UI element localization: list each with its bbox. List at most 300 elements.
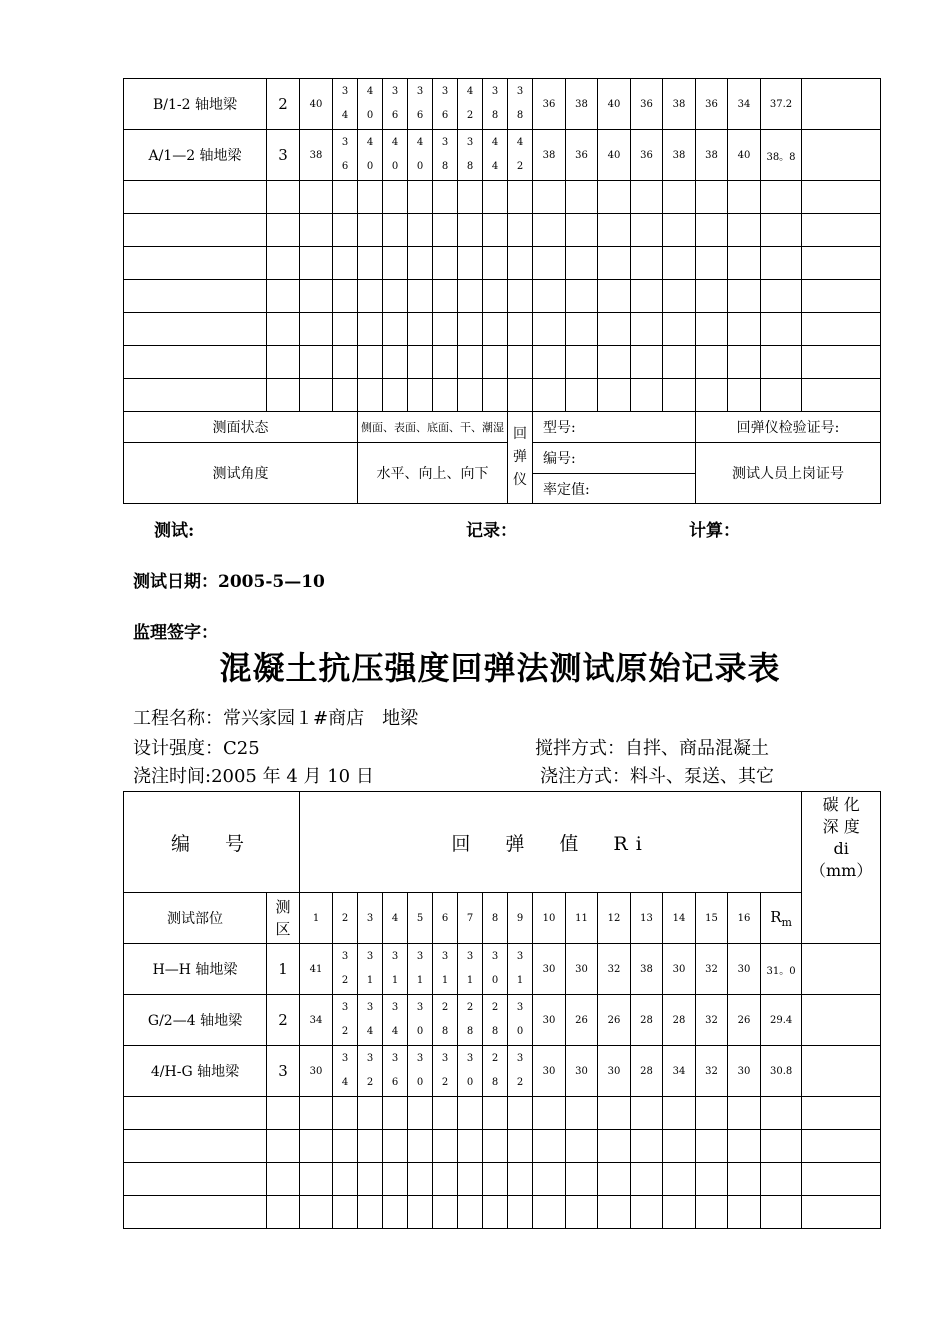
- serial-label: 编号:: [533, 443, 696, 474]
- column-header-6: 6: [433, 893, 458, 944]
- empty-cell: [696, 379, 728, 412]
- reading-10: 30: [533, 1046, 566, 1097]
- empty-cell: [408, 379, 433, 412]
- table-row-empty: [124, 379, 881, 412]
- column-header-14: 14: [663, 893, 696, 944]
- empty-cell: [663, 214, 696, 247]
- reading-14: 38: [663, 79, 696, 130]
- empty-cell: [728, 214, 761, 247]
- calibration-value-label: 率定值:: [533, 474, 696, 504]
- test-date: 测试日期：2005-5—10: [133, 572, 325, 592]
- reading-12: 40: [598, 79, 631, 130]
- reading-8: [483, 944, 508, 995]
- reading-digit-2: 6: [391, 1077, 399, 1088]
- empty-cell: [663, 1163, 696, 1196]
- empty-cell: [508, 247, 533, 280]
- reading-digit-1: 3: [516, 1053, 524, 1064]
- reading-9: [508, 1046, 533, 1097]
- empty-cell: [483, 1196, 508, 1229]
- empty-cell: [598, 247, 631, 280]
- reading-digit-2: 8: [491, 1077, 499, 1088]
- empty-cell: [458, 1097, 483, 1130]
- empty-cell: [124, 181, 267, 214]
- empty-cell: [508, 181, 533, 214]
- empty-cell: [408, 280, 433, 313]
- empty-cell: [631, 181, 663, 214]
- rebound-mean-subscript: m: [781, 915, 792, 929]
- reading-2: [333, 995, 358, 1046]
- empty-cell: [631, 1130, 663, 1163]
- reading-digit-2: 4: [391, 1026, 399, 1037]
- reading-digit-2: 8: [466, 161, 474, 172]
- empty-cell: [300, 379, 333, 412]
- empty-cell: [433, 1097, 458, 1130]
- empty-cell: [566, 313, 598, 346]
- empty-cell: [300, 280, 333, 313]
- reading-digit-2: 8: [466, 1026, 474, 1037]
- empty-cell: [383, 379, 408, 412]
- reading-4: [383, 1046, 408, 1097]
- empty-cell: [433, 1163, 458, 1196]
- test-location: B/1-2 轴地梁: [124, 79, 267, 130]
- empty-cell: [566, 247, 598, 280]
- rebound-mean-symbol: R: [770, 907, 782, 926]
- empty-cell: [508, 1097, 533, 1130]
- empty-cell: [508, 280, 533, 313]
- empty-cell: [802, 313, 881, 346]
- table-row-empty: [124, 346, 881, 379]
- empty-cell: [124, 1163, 267, 1196]
- empty-cell: [333, 346, 358, 379]
- reading-digit-2: 6: [416, 110, 424, 121]
- reading-14: 30: [663, 944, 696, 995]
- empty-cell: [802, 181, 881, 214]
- empty-cell: [358, 1196, 383, 1229]
- empty-cell: [566, 280, 598, 313]
- reading-digit-1: 3: [341, 137, 349, 148]
- reading-10: 38: [533, 130, 566, 181]
- empty-cell: [696, 1097, 728, 1130]
- reading-digit-2: 1: [416, 975, 424, 986]
- rebound-mean: 31。0: [761, 944, 802, 995]
- reading-digit-2: 6: [441, 110, 449, 121]
- reading-digit-1: 3: [466, 1053, 474, 1064]
- pour-time: 浇注时间:2005 年 4 月 10 日: [133, 766, 374, 787]
- empty-cell: [598, 313, 631, 346]
- empty-cell: [124, 247, 267, 280]
- empty-cell: [333, 280, 358, 313]
- model-label: 型号:: [533, 412, 696, 443]
- empty-cell: [124, 280, 267, 313]
- reading-digit-2: 2: [466, 110, 474, 121]
- empty-cell: [761, 1097, 802, 1130]
- empty-cell: [300, 313, 333, 346]
- record-table-continued: [123, 78, 881, 504]
- empty-cell: [408, 313, 433, 346]
- empty-cell: [300, 181, 333, 214]
- reading-1: 38: [300, 130, 333, 181]
- reading-digit-2: 8: [491, 1026, 499, 1037]
- empty-cell: [761, 379, 802, 412]
- empty-cell: [508, 313, 533, 346]
- reading-15: 36: [696, 79, 728, 130]
- column-header-10: 10: [533, 893, 566, 944]
- reading-digit-2: 4: [341, 1077, 349, 1088]
- carbonation-depth-value: [802, 130, 881, 181]
- reading-7: [458, 1046, 483, 1097]
- empty-cell: [433, 181, 458, 214]
- empty-cell: [300, 247, 333, 280]
- empty-cell: [433, 247, 458, 280]
- reading-digit-1: 3: [516, 951, 524, 962]
- surface-state-label: 测面状态: [124, 412, 358, 443]
- empty-cell: [631, 1097, 663, 1130]
- empty-cell: [300, 1196, 333, 1229]
- empty-cell: [458, 1196, 483, 1229]
- empty-cell: [802, 346, 881, 379]
- empty-cell: [383, 280, 408, 313]
- reading-7: [458, 130, 483, 181]
- reading-digit-1: 3: [341, 951, 349, 962]
- reading-12: 26: [598, 995, 631, 1046]
- reading-10: 30: [533, 944, 566, 995]
- empty-cell: [728, 1130, 761, 1163]
- empty-cell: [267, 1097, 300, 1130]
- reading-digit-1: 2: [441, 1002, 449, 1013]
- column-header-7: 7: [458, 893, 483, 944]
- reading-3: [358, 995, 383, 1046]
- empty-cell: [533, 1097, 566, 1130]
- empty-cell: [631, 346, 663, 379]
- empty-cell: [358, 1097, 383, 1130]
- empty-cell: [696, 1163, 728, 1196]
- empty-cell: [598, 1130, 631, 1163]
- empty-cell: [663, 247, 696, 280]
- reading-digit-2: 0: [391, 161, 399, 172]
- empty-cell: [124, 379, 267, 412]
- reading-digit-1: 3: [441, 137, 449, 148]
- empty-cell: [358, 379, 383, 412]
- reading-9: [508, 130, 533, 181]
- reading-14: 28: [663, 995, 696, 1046]
- empty-cell: [433, 379, 458, 412]
- table-row-empty: [124, 1097, 881, 1130]
- empty-cell: [802, 1196, 881, 1229]
- reading-digit-1: 3: [366, 951, 374, 962]
- reading-2: [333, 944, 358, 995]
- test-angle-label: 测试角度: [124, 443, 358, 504]
- reading-digit-2: 2: [516, 1077, 524, 1088]
- carbonation-depth-value: [802, 79, 881, 130]
- empty-cell: [761, 247, 802, 280]
- reading-digit-2: 8: [491, 110, 499, 121]
- empty-cell: [458, 181, 483, 214]
- empty-cell: [358, 181, 383, 214]
- empty-cell: [761, 1130, 802, 1163]
- reading-digit-1: 3: [341, 1053, 349, 1064]
- table-row-empty: [124, 1196, 881, 1229]
- reading-11: 30: [566, 1046, 598, 1097]
- test-zone: 2: [267, 79, 300, 130]
- empty-cell: [408, 1130, 433, 1163]
- reading-11: 30: [566, 944, 598, 995]
- empty-cell: [267, 379, 300, 412]
- reading-11: 26: [566, 995, 598, 1046]
- empty-cell: [333, 1130, 358, 1163]
- empty-cell: [728, 280, 761, 313]
- reading-13: 36: [631, 79, 663, 130]
- table-row-empty: [124, 313, 881, 346]
- empty-cell: [383, 346, 408, 379]
- column-header-9: 9: [508, 893, 533, 944]
- carbonation-depth-value: [802, 1046, 881, 1097]
- empty-cell: [663, 346, 696, 379]
- reading-digit-1: 3: [466, 951, 474, 962]
- empty-cell: [696, 280, 728, 313]
- empty-cell: [300, 1163, 333, 1196]
- column-header-4: 4: [383, 893, 408, 944]
- empty-cell: [663, 280, 696, 313]
- empty-cell: [383, 1130, 408, 1163]
- reading-16: 30: [728, 944, 761, 995]
- empty-cell: [408, 346, 433, 379]
- empty-cell: [631, 247, 663, 280]
- reading-digit-2: 0: [416, 1026, 424, 1037]
- empty-cell: [383, 1097, 408, 1130]
- empty-cell: [508, 379, 533, 412]
- column-header-2: 2: [333, 893, 358, 944]
- empty-cell: [483, 280, 508, 313]
- reading-digit-1: 3: [441, 951, 449, 962]
- empty-cell: [508, 1130, 533, 1163]
- column-header-15: 15: [696, 893, 728, 944]
- empty-cell: [483, 1097, 508, 1130]
- reading-digit-2: 8: [441, 161, 449, 172]
- reading-digit-2: 1: [366, 975, 374, 986]
- reading-12: 40: [598, 130, 631, 181]
- reading-digit-2: 6: [341, 161, 349, 172]
- project-name: 工程名称：常兴家园１#商店 地梁: [133, 708, 419, 729]
- mixing-method: 搅拌方式：自拌、商品混凝土: [535, 738, 769, 759]
- empty-cell: [508, 214, 533, 247]
- empty-cell: [598, 379, 631, 412]
- rebound-mean: 37.2: [761, 79, 802, 130]
- column-header-1: 1: [300, 893, 333, 944]
- reading-digit-2: 2: [516, 161, 524, 172]
- empty-cell: [383, 1196, 408, 1229]
- empty-cell: [124, 313, 267, 346]
- reading-15: 38: [696, 130, 728, 181]
- rebound-mean: 30.8: [761, 1046, 802, 1097]
- empty-cell: [566, 1097, 598, 1130]
- reading-2: [333, 130, 358, 181]
- empty-cell: [267, 313, 300, 346]
- empty-cell: [566, 1163, 598, 1196]
- test-zone: 3: [267, 130, 300, 181]
- empty-cell: [333, 214, 358, 247]
- test-zone: 2: [267, 995, 300, 1046]
- reading-digit-2: 1: [516, 975, 524, 986]
- empty-cell: [696, 1130, 728, 1163]
- empty-cell: [333, 1097, 358, 1130]
- empty-cell: [267, 346, 300, 379]
- column-header-8: 8: [483, 893, 508, 944]
- supervisor-signature-label: 监理签字：: [133, 623, 218, 643]
- test-location: G/2—4 轴地梁: [124, 995, 267, 1046]
- reading-16: 30: [728, 1046, 761, 1097]
- reading-digit-1: 3: [341, 1002, 349, 1013]
- reading-5: [408, 1046, 433, 1097]
- table-row-empty: [124, 181, 881, 214]
- column-header-11: 11: [566, 893, 598, 944]
- reading-digit-1: 3: [341, 86, 349, 97]
- reading-digit-1: 2: [491, 1002, 499, 1013]
- empty-cell: [598, 181, 631, 214]
- empty-cell: [333, 313, 358, 346]
- reading-digit-1: 3: [391, 86, 399, 97]
- empty-cell: [458, 313, 483, 346]
- empty-cell: [566, 379, 598, 412]
- empty-cell: [483, 181, 508, 214]
- empty-cell: [761, 313, 802, 346]
- table-row: [124, 995, 881, 1046]
- empty-cell: [124, 214, 267, 247]
- reading-11: 36: [566, 130, 598, 181]
- column-header-3: 3: [358, 893, 383, 944]
- reading-13: 36: [631, 130, 663, 181]
- empty-cell: [663, 1196, 696, 1229]
- test-zone: 3: [267, 1046, 300, 1097]
- reading-8: [483, 79, 508, 130]
- table-row-empty: [124, 1130, 881, 1163]
- empty-cell: [566, 181, 598, 214]
- empty-cell: [267, 1130, 300, 1163]
- empty-cell: [300, 214, 333, 247]
- reading-12: 32: [598, 944, 631, 995]
- reading-digit-2: 0: [416, 1077, 424, 1088]
- reading-digit-2: 1: [441, 975, 449, 986]
- table-row-empty: [124, 280, 881, 313]
- reading-digit-2: 2: [441, 1077, 449, 1088]
- reading-3: [358, 944, 383, 995]
- reading-1: 30: [300, 1046, 333, 1097]
- reading-13: 38: [631, 944, 663, 995]
- empty-cell: [598, 1196, 631, 1229]
- empty-cell: [483, 346, 508, 379]
- empty-cell: [408, 247, 433, 280]
- empty-cell: [267, 247, 300, 280]
- empty-cell: [728, 313, 761, 346]
- empty-cell: [533, 181, 566, 214]
- reading-digit-1: 3: [441, 1053, 449, 1064]
- reading-digit-2: 2: [341, 975, 349, 986]
- reading-1: 41: [300, 944, 333, 995]
- reading-8: [483, 1046, 508, 1097]
- reading-14: 34: [663, 1046, 696, 1097]
- reading-5: [408, 995, 433, 1046]
- empty-cell: [458, 346, 483, 379]
- empty-cell: [383, 181, 408, 214]
- empty-cell: [728, 1163, 761, 1196]
- empty-cell: [802, 214, 881, 247]
- reading-4: [383, 130, 408, 181]
- empty-cell: [802, 379, 881, 412]
- test-location: A/1—2 轴地梁: [124, 130, 267, 181]
- empty-cell: [458, 247, 483, 280]
- empty-cell: [631, 1196, 663, 1229]
- column-header-12: 12: [598, 893, 631, 944]
- reading-digit-1: 3: [491, 951, 499, 962]
- reading-digit-2: 1: [391, 975, 399, 986]
- empty-cell: [124, 1196, 267, 1229]
- reading-15: 32: [696, 995, 728, 1046]
- reading-5: [408, 944, 433, 995]
- reading-digit-2: 4: [341, 110, 349, 121]
- reading-16: 34: [728, 79, 761, 130]
- empty-cell: [483, 1163, 508, 1196]
- empty-cell: [566, 346, 598, 379]
- empty-cell: [267, 1196, 300, 1229]
- reading-digit-2: 1: [466, 975, 474, 986]
- reading-3: [358, 79, 383, 130]
- test-location: H—H 轴地梁: [124, 944, 267, 995]
- reading-7: [458, 944, 483, 995]
- reading-9: [508, 995, 533, 1046]
- reading-10: 36: [533, 79, 566, 130]
- reading-digit-1: 4: [466, 86, 474, 97]
- empty-cell: [533, 247, 566, 280]
- table-row: [124, 1046, 881, 1097]
- reading-digit-2: 0: [466, 1077, 474, 1088]
- table-row-empty: [124, 247, 881, 280]
- reading-digit-2: 2: [341, 1026, 349, 1037]
- instrument-footer: [124, 412, 881, 504]
- empty-cell: [383, 214, 408, 247]
- empty-cell: [598, 1163, 631, 1196]
- carbonation-depth-value: [802, 995, 881, 1046]
- empty-cell: [631, 1163, 663, 1196]
- pour-method: 浇注方式：料斗、泵送、其它: [540, 766, 774, 787]
- reading-digit-2: 6: [391, 110, 399, 121]
- test-zone-header: 测 区: [267, 893, 300, 944]
- recorder-signature-label: 记录：: [466, 521, 517, 541]
- page-title: 混凝土抗压强度回弹法测试原始记录表: [219, 649, 781, 687]
- empty-cell: [408, 1163, 433, 1196]
- reading-digit-2: 0: [366, 110, 374, 121]
- reading-digit-1: 4: [366, 86, 374, 97]
- empty-cell: [458, 1130, 483, 1163]
- tester-signature-label: 测试:: [154, 521, 195, 541]
- reading-digit-1: 3: [416, 86, 424, 97]
- empty-cell: [631, 313, 663, 346]
- calibration-cert-label: 回弹仪检验证号:: [696, 412, 881, 443]
- reading-13: 28: [631, 1046, 663, 1097]
- test-zone: 1: [267, 944, 300, 995]
- empty-cell: [598, 214, 631, 247]
- reading-digit-2: 0: [491, 975, 499, 986]
- reading-digit-2: 4: [366, 1026, 374, 1037]
- reading-11: 38: [566, 79, 598, 130]
- reading-digit-1: 3: [441, 86, 449, 97]
- reading-12: 30: [598, 1046, 631, 1097]
- carbonation-depth-header: 碳 化 深 度 di （mm）: [802, 792, 881, 944]
- id-header: 编 号: [124, 792, 300, 893]
- reading-4: [383, 944, 408, 995]
- reading-6: [433, 944, 458, 995]
- empty-cell: [483, 313, 508, 346]
- empty-cell: [124, 1097, 267, 1130]
- empty-cell: [483, 379, 508, 412]
